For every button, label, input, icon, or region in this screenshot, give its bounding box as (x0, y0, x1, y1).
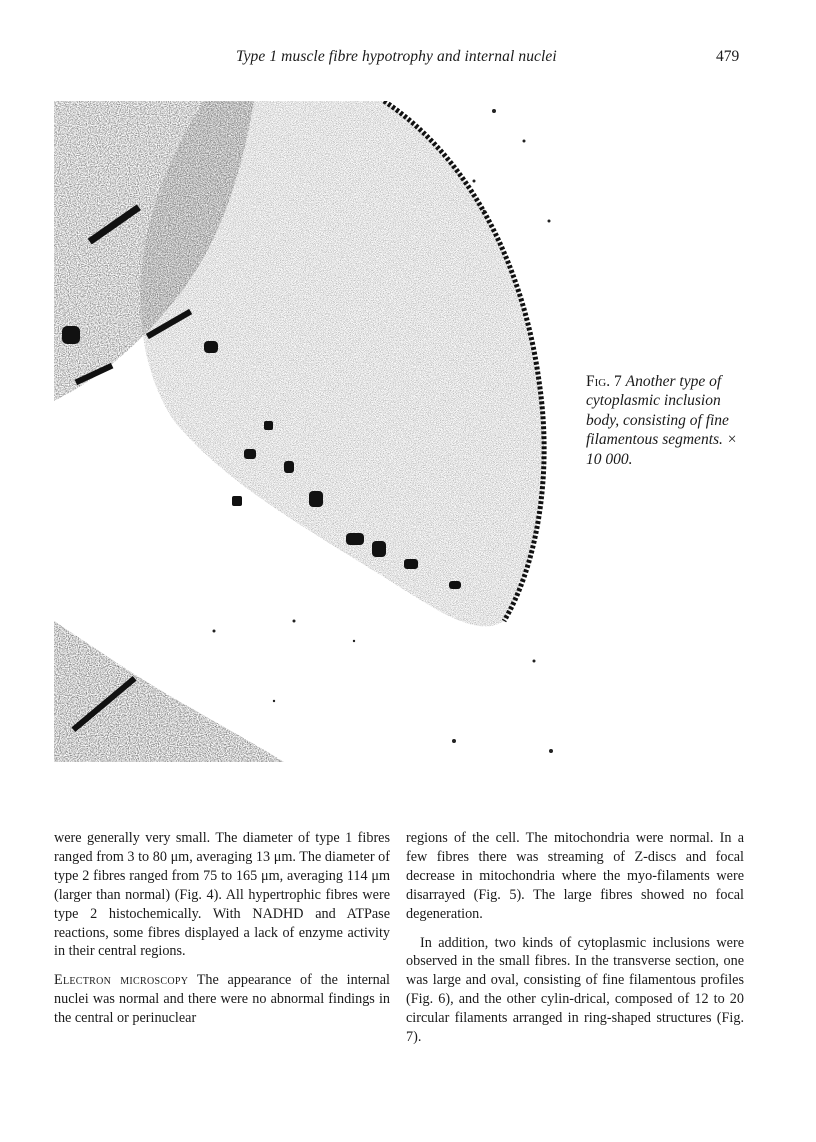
body-column-left (54, 829, 390, 1028)
page-number: 479 (716, 48, 740, 65)
micrograph-image (54, 101, 560, 762)
electron-micrograph-figure (54, 101, 560, 762)
section-heading: Electron microscopy (54, 972, 189, 989)
left-paragraph-2 (54, 971, 390, 1028)
running-header (0, 48, 816, 72)
right-paragraph-1: regions of the cell. The mitochondria were normal. In a few fibres there was streaming of Z-discs and focal decrease in mitochondria where the myo-filaments were disarrayed (Fig. 5). The large fibres showed no focal degeneration. (406, 830, 744, 922)
left-paragraph-1: were generally very small. The diameter of type 1 fibres ranged from 3 to 80 μm, averaging 13 μm. The diameter of type 2 fibres ranged from 75 to 165 μm, averaging 114 μm (larger than normal) (Fig. 4). All hypertrophic fibres were type 2 histochemically. With NADHD and ATPase reactions, some fibres displayed a lack of enzyme activity in their central regions. (54, 830, 390, 960)
figure-caption-label: Fig. 7 (586, 373, 622, 390)
body-column-right (406, 829, 744, 1047)
figure-caption (586, 372, 756, 469)
figure-caption-text: Another type of cytoplasmic inclusion body, consisting of fine filamentous segments. × 10 000. (586, 373, 738, 468)
right-paragraph-2: In addition, two kinds of cytoplasmic inclusions were observed in the small fibres. In the transverse section, one was large and oval, consisting of fine filamentous profiles (Fig. 6), and the other cylin-drical, composed of 12 to 20 circular filaments arranged in ring-shaped structures (Fig. 7). (406, 934, 744, 1046)
left-paragraph-2-text: The appearance of the internal nuclei was normal and there were no abnormal findings in the central or perinuclear (54, 972, 390, 1027)
running-title: Type 1 muscle fibre hypotrophy and internal nuclei (236, 48, 557, 65)
